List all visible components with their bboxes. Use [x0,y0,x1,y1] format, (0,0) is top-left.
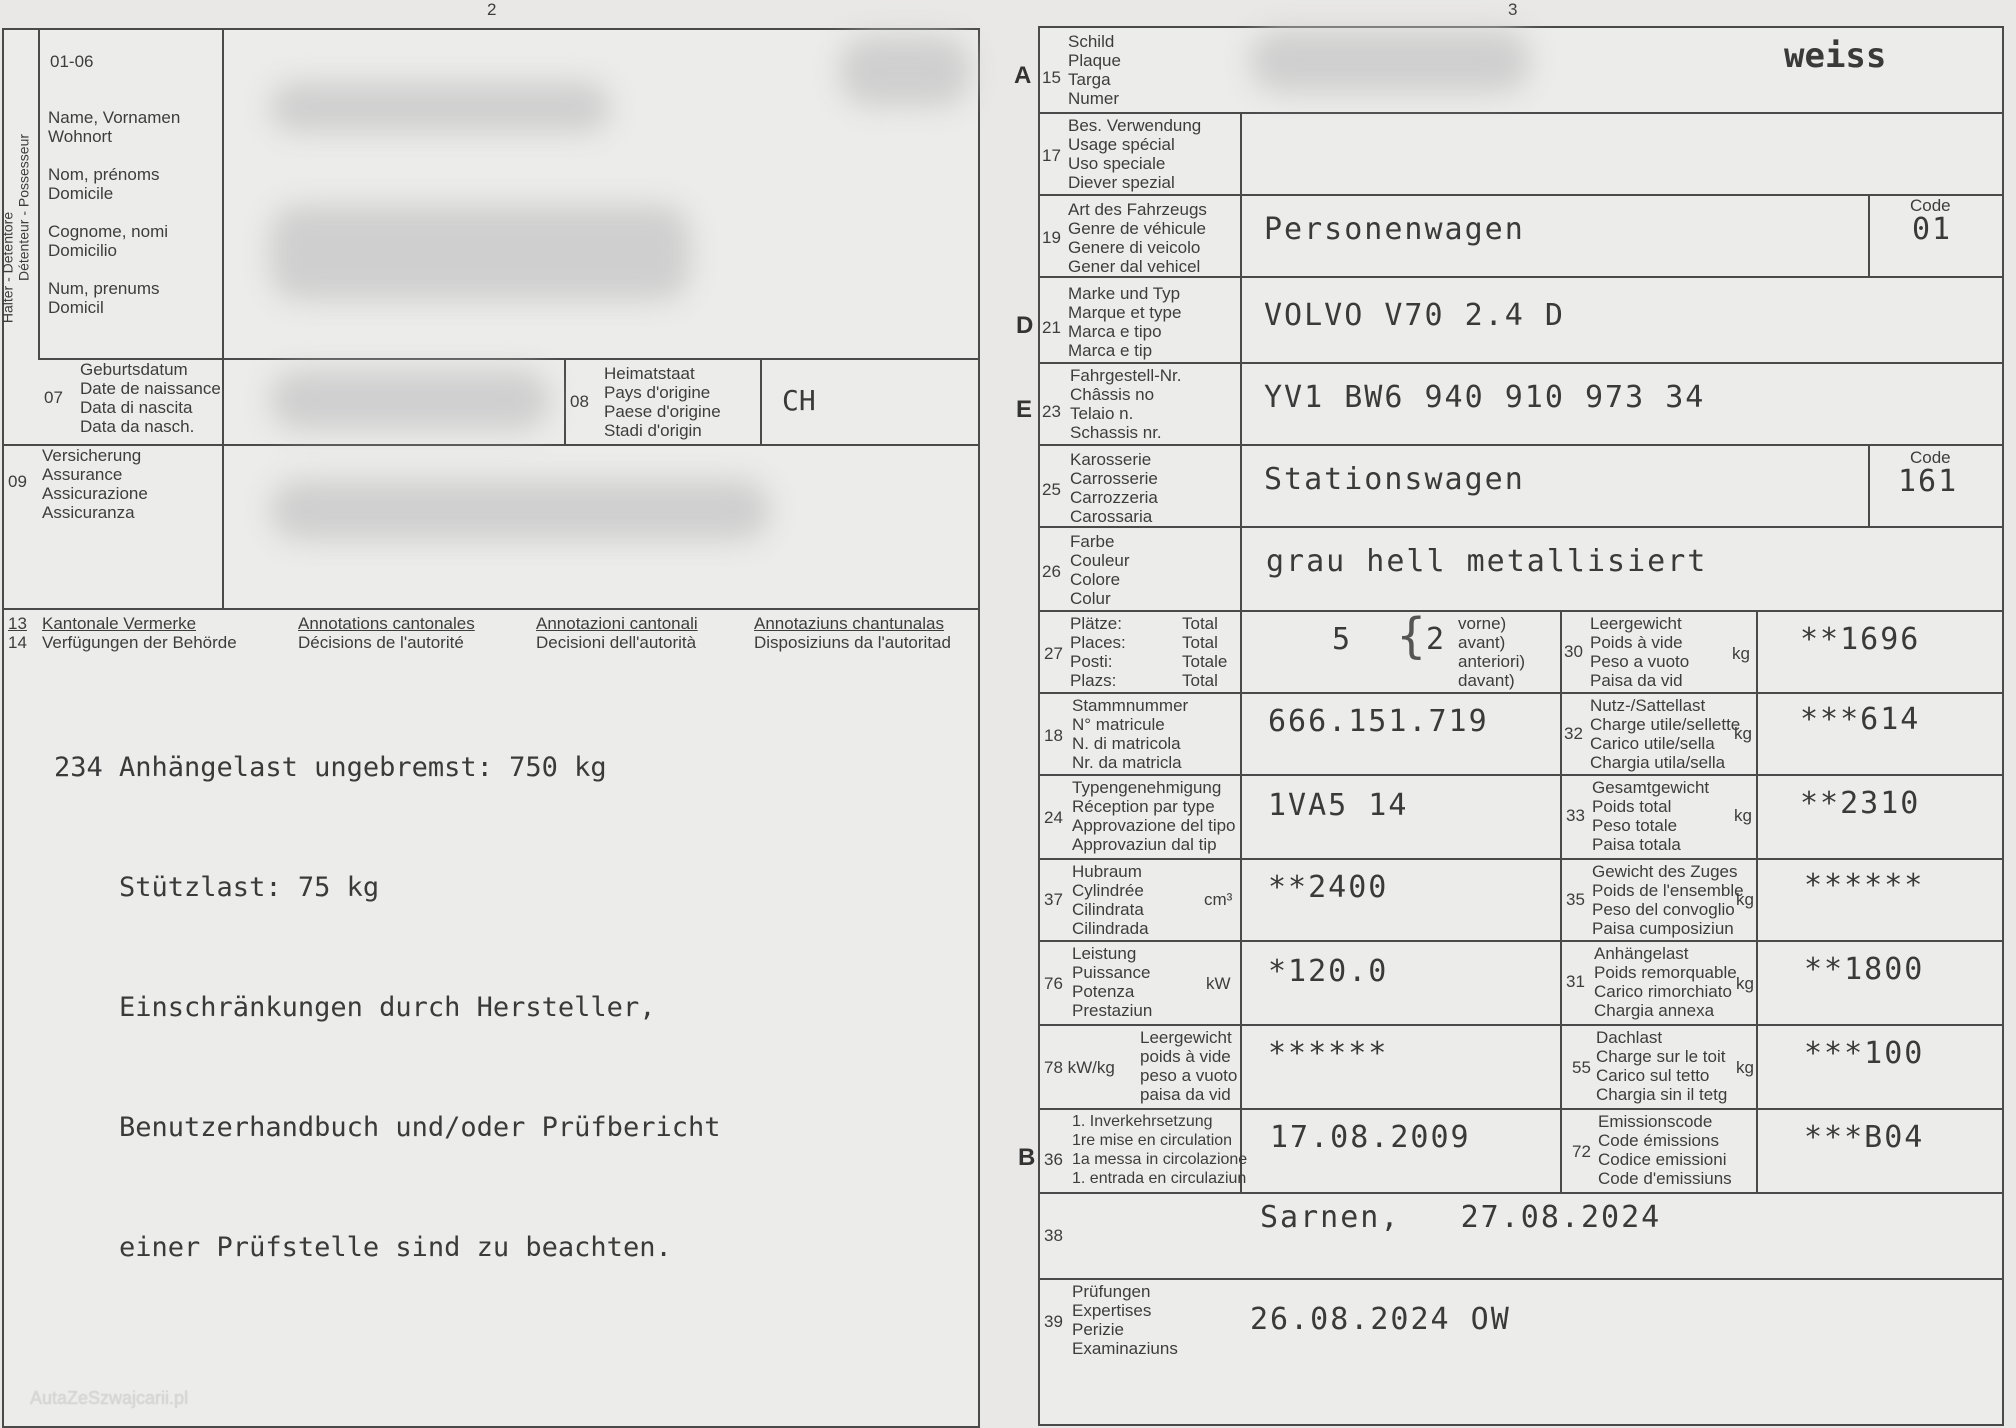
power-labels: Leistung Puissance Potenza Prestaziun [1072,944,1153,1020]
total-weight-value: **2310 [1800,786,1921,821]
chassis-value: YV1 BW6 940 910 973 34 [1264,380,1706,415]
origin-code: 08 [570,392,589,411]
inspections-code: 39 [1044,1312,1063,1331]
make-code: 21 [1042,318,1061,337]
trailer-load-unit: kg [1736,974,1754,993]
holder-name-labels: Name, Vornamen Wohnort Nom, prénoms Domicile Cognome, nomi Domicilio Num, prenums Domicil [48,108,181,317]
trailer-load-value: **1800 [1804,952,1925,987]
redacted-plate [1250,30,1530,92]
marker-a: A [1014,62,1032,89]
seats-front: 2 [1426,622,1447,657]
chassis-code: 23 [1042,402,1061,421]
roof-load-code: 55 [1572,1058,1591,1077]
matriculation-labels: Stammnummer N° matricule N. di matricola Nr. da matricla [1072,696,1189,772]
redacted-birthdate [270,370,550,430]
redacted-address [270,205,690,300]
emission-code-number: 72 [1572,1142,1591,1161]
type-approval-labels: Typengenehmigung Réception par type Approvazione del tipo Approvaziun dal tip [1072,778,1236,854]
annotations-header-it: Annotazioni cantonali Decisioni dell'autorità [536,614,698,652]
payload-value: ***614 [1800,702,1921,737]
plate-labels: Schild Plaque Targa Numer [1068,32,1121,108]
origin-value: CH [782,384,816,417]
displacement-code: 37 [1044,890,1063,909]
first-registration-value: 17.08.2009 [1270,1120,1471,1155]
redacted-ref [840,36,970,106]
seats-total: 5 [1332,622,1353,657]
vehicle-type-labels: Art des Fahrzeugs Genre de véhicule Genere di veicolo Gener dal vehicel [1068,200,1207,276]
empty-weight-unit: kg [1732,644,1750,663]
annotations-codes: 13 14 [8,614,27,652]
seats-code: 27 [1044,644,1063,663]
displacement-value: **2400 [1268,870,1389,905]
power-ratio-labels: Leergewicht poids à vide peso a vuoto paisa da vid [1140,1028,1238,1104]
insurance-labels: Versicherung Assurance Assicurazione Assicuranza [42,446,148,522]
matriculation-code: 18 [1044,726,1063,745]
total-weight-code: 33 [1566,806,1585,825]
displacement-labels: Hubraum Cylindrée Cilindrata Cilindrada [1072,862,1149,938]
inspections-labels: Prüfungen Expertises Perizie Examinaziuns [1072,1282,1178,1358]
vehicle-type-code: 19 [1042,228,1061,247]
body-code-label: Code [1910,448,1951,467]
empty-weight-value: **1696 [1800,622,1921,657]
holder-ref: 01-06 [50,52,94,71]
place-date-value: Sarnen, 27.08.2024 [1260,1200,1662,1235]
first-registration-labels: 1. Inverkehrsetzung 1re mise en circulation 1a messa in circolazione 1. entrada en circulaziun [1072,1113,1248,1187]
redacted-insurance [270,480,770,540]
marker-b: B [1018,1144,1036,1171]
inspections-value: 26.08.2024 OW [1250,1302,1511,1337]
redacted-name [270,82,610,132]
payload-labels: Nutz-/Sattellast Charge utile/sellette Carico utile/sella Chargia utila/sella [1590,696,1741,772]
seats-brace: { [1396,608,1427,664]
seats-front-labels: vorne) avant) anteriori) davant) [1458,614,1526,690]
first-registration-code: 36 [1044,1150,1063,1169]
trailer-load-labels: Anhängelast Poids remorquable Carico rimorchiato Chargia annexa [1594,944,1737,1020]
origin-labels: Heimatstaat Pays d'origine Paese d'origine Stadi d'origin [604,364,721,440]
body-code-value: 161 [1898,464,1959,499]
annotations-header-fr: Annotations cantonales Décisions de l'autorité [298,614,475,652]
payload-unit: kg [1734,724,1752,743]
page-number-left: 2 [487,0,497,19]
power-ratio-value: ****** [1268,1036,1389,1071]
insurance-code: 09 [8,472,27,491]
place-date-code: 38 [1044,1226,1063,1245]
vehicle-type-code-label: Code [1910,196,1951,215]
body-labels: Karosserie Carrosserie Carrozzeria Carossaria [1070,450,1158,526]
power-code: 76 [1044,974,1063,993]
payload-code: 32 [1564,724,1583,743]
birth-labels: Geburtsdatum Date de naissance Data di nascita Data da nasch. [80,360,221,436]
vehicle-type-value: Personenwagen [1264,212,1525,247]
watermark: AutaZeSzwajcarii.pl [30,1388,189,1408]
color-value: grau hell metallisiert [1266,544,1708,579]
vehicle-type-code-value: 01 [1912,212,1953,247]
make-value: VOLVO V70 2.4 D [1264,298,1565,333]
seats-total-labels: Total Total Totale Total [1182,614,1228,690]
make-labels: Marke und Typ Marque et type Marca e tipo Marca e tip [1068,284,1182,360]
power-value: *120.0 [1268,954,1389,989]
body-value: Stationswagen [1264,462,1525,497]
train-weight-code: 35 [1566,890,1585,909]
roof-load-unit: kg [1736,1058,1754,1077]
annotations-text: 234 Anhängelast ungebremst: 750 kg Stützlast: 75 kg Einschränkungen durch Hersteller, Benutzerhandbuch und/oder Prüfbericht einer Prüfstelle sind zu beachten. [54,752,721,1263]
train-weight-unit: kg [1736,890,1754,909]
page-number-right: 3 [1508,0,1518,19]
color-labels: Farbe Couleur Colore Colur [1070,532,1130,608]
train-weight-value: ****** [1804,868,1925,903]
roof-load-value: ***100 [1804,1036,1925,1071]
trailer-load-code: 31 [1566,972,1585,991]
chassis-labels: Fahrgestell-Nr. Châssis no Telaio n. Schassis nr. [1070,366,1182,442]
power-ratio-code: 78 kW/kg [1044,1058,1115,1077]
matriculation-value: 666.151.719 [1268,704,1489,739]
annotations-header-rm: Annotaziuns chantunalas Disposiziuns da l'autoritad [754,614,951,652]
special-use-labels: Bes. Verwendung Usage spécial Uso speciale Diever spezial [1068,116,1202,192]
displacement-unit: cm³ [1204,890,1233,909]
empty-weight-labels: Leergewicht Poids à vide Peso a vuoto Paisa da vid [1590,614,1690,690]
color-code: 26 [1042,562,1061,581]
seats-labels: Plätze: Places: Posti: Plazs: [1070,614,1126,690]
marker-e: E [1016,396,1033,423]
roof-load-labels: Dachlast Charge sur le toit Carico sul tetto Chargia sin il tetg [1596,1028,1728,1104]
body-code: 25 [1042,480,1061,499]
power-unit: kW [1206,974,1231,993]
emission-code-value: ***B04 [1804,1120,1925,1155]
emission-code-labels: Emissionscode Code émissions Codice emissioni Code d'emissiuns [1598,1112,1732,1188]
plate-color: weiss [1784,36,1887,76]
annotations-header-de: Kantonale Vermerke Verfügungen der Behörde [42,614,237,652]
birth-code: 07 [44,388,63,407]
empty-weight-code: 30 [1564,642,1583,661]
holder-side-label: Détenteur - Possesseur Halter - Detentore [0,133,32,324]
total-weight-labels: Gesamtgewicht Poids total Peso totale Paisa totala [1592,778,1710,854]
marker-d: D [1016,312,1034,339]
plate-code: 15 [1042,68,1061,87]
type-approval-value: 1VA5 14 [1268,788,1409,823]
train-weight-labels: Gewicht des Zuges Poids de l'ensemble Peso del convoglio Paisa cumposiziun [1592,862,1744,938]
total-weight-unit: kg [1734,806,1752,825]
special-use-code: 17 [1042,146,1061,165]
type-approval-code: 24 [1044,808,1063,827]
